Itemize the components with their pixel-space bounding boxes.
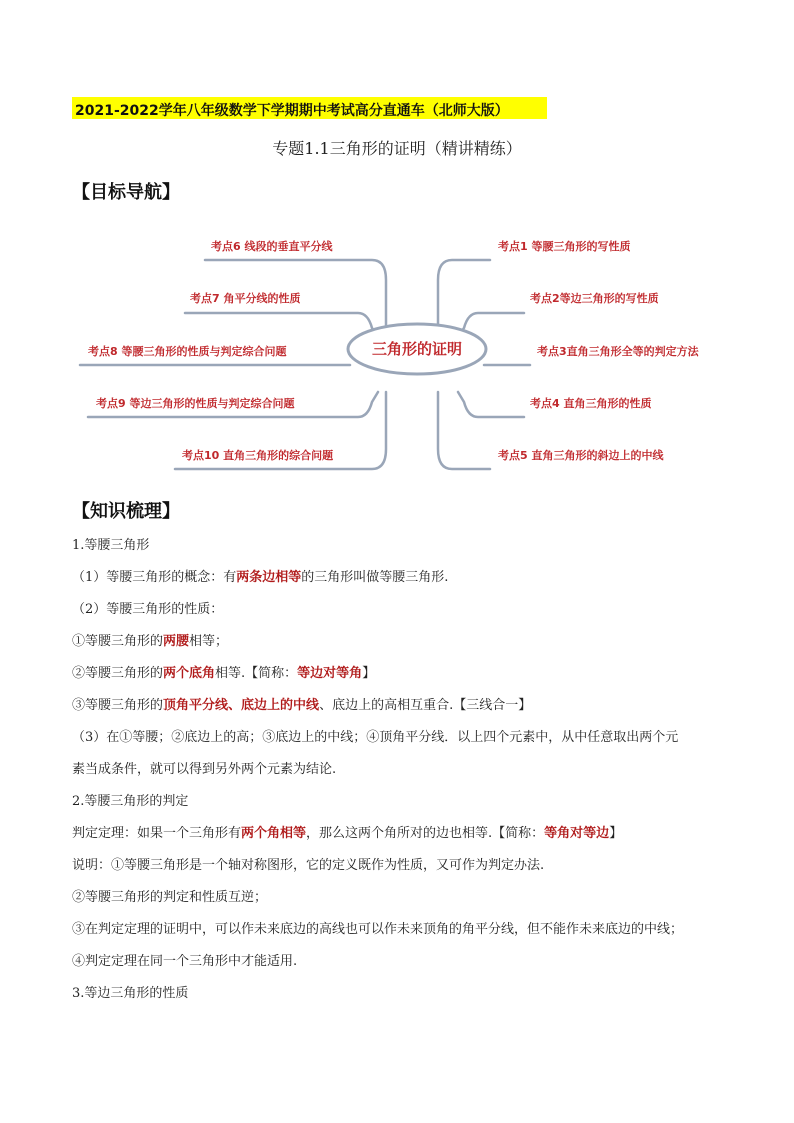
mindmap-node-3: 考点3直角三角形全等的判定方法 bbox=[537, 345, 699, 358]
paragraph-theorem bbox=[72, 825, 622, 843]
heading-isosceles: 1.等腰三角形 bbox=[72, 538, 150, 553]
paragraph-note-1: 说明：①等腰三角形是一个轴对称图形，它的定义既作为性质，又可作为判定办法. bbox=[72, 858, 545, 873]
mindmap bbox=[0, 220, 794, 480]
highlight-text: 底边上的中线 bbox=[241, 698, 320, 713]
highlight-text: 两腰 bbox=[163, 634, 190, 649]
heading-judgement: 2.等腰三角形的判定 bbox=[72, 794, 189, 809]
branch-line-7 bbox=[185, 313, 378, 336]
mindmap-node-7: 考点7 角平分线的性质 bbox=[190, 292, 301, 305]
branch-line-1 bbox=[438, 260, 490, 332]
text: 相等； bbox=[189, 634, 229, 649]
highlight-text: 顶角平分线 bbox=[163, 698, 229, 713]
mindmap-node-8: 考点8 等腰三角形的性质与判定综合问题 bbox=[88, 345, 287, 358]
document-subtitle: 专题1.1三角形的证明（精讲精练） bbox=[272, 139, 522, 158]
paragraph-note-3: ③在判定定理的证明中，可以作未来底边的高线也可以作未来顶角的角平分线，但不能作未来底边的中线； bbox=[72, 922, 684, 937]
mindmap-node-5: 考点5 直角三角形的斜边上的中线 bbox=[498, 449, 664, 462]
section-goal-heading: 【目标导航】 bbox=[72, 182, 180, 203]
text: 、底边上的高相互重合.【三线合一】 bbox=[319, 698, 532, 713]
mindmap-node-1: 考点1 等腰三角形的写性质 bbox=[498, 240, 631, 253]
paragraph-elements-1: （3）在①等腰；②底边上的高；③底边上的中线；④顶角平分线．以上四个元素中，从中任意取出两个元 bbox=[72, 730, 679, 745]
paragraph-properties-title: （2）等腰三角形的性质： bbox=[72, 602, 224, 617]
text: ，那么这两个角所对的边也相等.【简称： bbox=[306, 826, 545, 841]
mindmap-node-4: 考点4 直角三角形的性质 bbox=[530, 397, 652, 410]
paragraph-concept bbox=[72, 569, 448, 587]
highlight-text: 两个底角 bbox=[163, 666, 216, 681]
mindmap-node-9: 考点9 等边三角形的性质与判定综合问题 bbox=[96, 397, 295, 410]
section-knowledge-heading: 【知识梳理】 bbox=[72, 501, 180, 522]
document-banner-title: 2021-2022学年八年级数学下学期期中考试高分直通车（北师大版） bbox=[75, 103, 509, 119]
paragraph-property-2 bbox=[72, 665, 375, 683]
text: ③等腰三角形的 bbox=[72, 698, 164, 713]
text: 相等.【简称： bbox=[215, 666, 298, 681]
highlight-text: 、 bbox=[228, 698, 242, 713]
mindmap-node-10: 考点10 直角三角形的综合问题 bbox=[182, 449, 334, 462]
paragraph-note-2: ②等腰三角形的判定和性质互逆； bbox=[72, 890, 268, 905]
mindmap-node-6: 考点6 线段的垂直平分线 bbox=[211, 240, 333, 253]
text: ②等腰三角形的 bbox=[72, 666, 164, 681]
branch-line-4 bbox=[458, 392, 524, 417]
highlight-text: 等角对等边 bbox=[544, 826, 610, 841]
highlight-text: 两个角相等 bbox=[241, 826, 307, 841]
paragraph-property-1 bbox=[72, 633, 228, 651]
text: 的三角形叫做等腰三角形. bbox=[301, 570, 449, 585]
text: 】 bbox=[609, 826, 623, 841]
highlight-text: 两条边相等 bbox=[236, 570, 302, 585]
paragraph-note-4: ④判定定理在同一个三角形中才能适用. bbox=[72, 954, 298, 969]
text: ①等腰三角形的 bbox=[72, 634, 164, 649]
text: （1）等腰三角形的概念：有 bbox=[72, 570, 237, 585]
heading-equilateral: 3.等边三角形的性质 bbox=[72, 986, 189, 1001]
text: 判定定理：如果一个三角形有 bbox=[72, 826, 242, 841]
paragraph-property-3 bbox=[72, 697, 531, 715]
paragraph-elements-2: 素当成条件，就可以得到另外两个元素为结论. bbox=[72, 762, 337, 777]
mindmap-center-label: 三角形的证明 bbox=[371, 340, 463, 358]
mindmap-node-2: 考点2等边三角形的写性质 bbox=[530, 292, 659, 305]
highlight-text: 等边对等角 bbox=[297, 666, 363, 681]
text: 】 bbox=[362, 666, 376, 681]
